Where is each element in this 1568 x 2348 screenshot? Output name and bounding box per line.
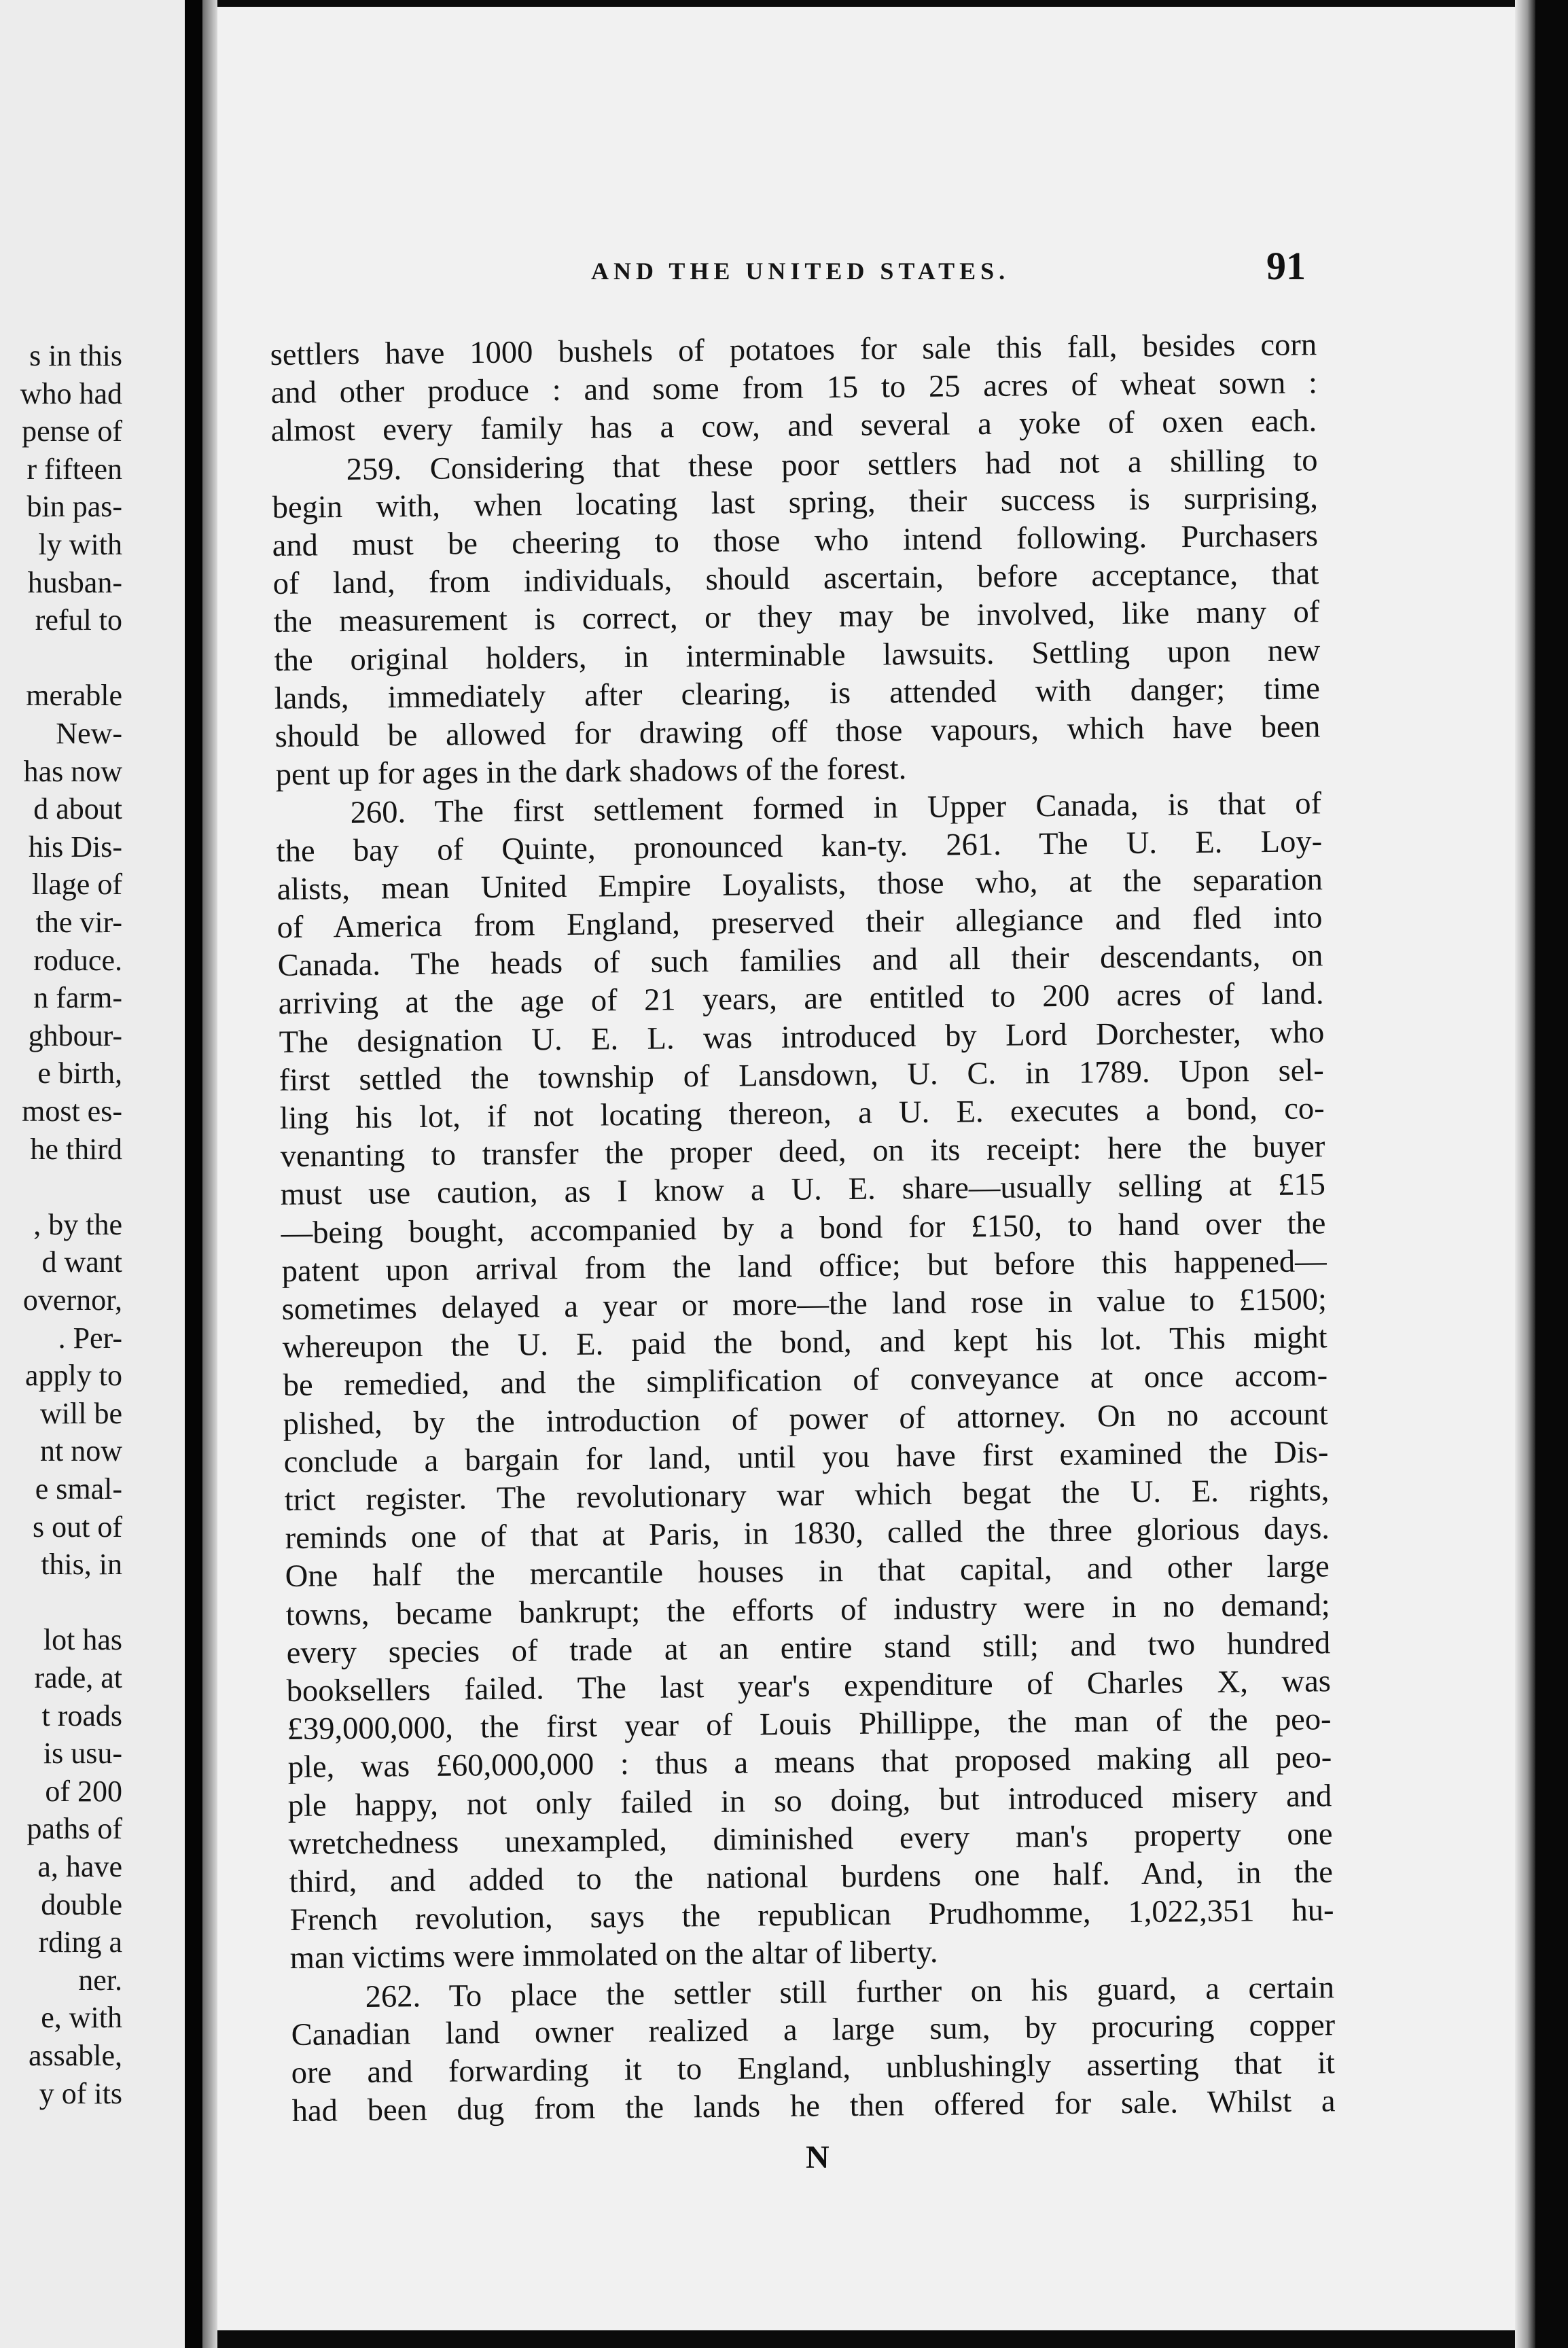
left-page-line: d want	[41, 1245, 122, 1279]
left-page-line: e, with	[41, 2001, 122, 2035]
left-page-line: the vir-	[35, 906, 122, 939]
body-text-line: 262. To place the settler still further on his guard, a certain	[365, 1970, 1335, 2014]
left-page-line: who had	[20, 376, 122, 410]
body-text-line: French revolution, says the republican Prudhomme, 1,022,351 hu-	[289, 1893, 1334, 1938]
body-text-line: should be allowed for drawing off those vapours, which have been	[274, 709, 1321, 754]
body-text-line: almost every family has a cow, and several a yoke of oxen each.	[270, 404, 1317, 449]
left-page-line: New-	[56, 717, 122, 750]
left-page-line: a, have	[37, 1850, 122, 1883]
left-page-line: has now	[23, 754, 122, 788]
left-page-fragment	[0, 0, 185, 2348]
left-page-line: t roads	[41, 1698, 122, 1732]
left-page-line: e smal-	[35, 1472, 122, 1506]
body-text-line: alists, mean United Empire Loyalists, those who, at the separation	[277, 862, 1323, 907]
left-page-line: merable	[26, 679, 122, 713]
body-text-line: plished, by the introduction of power of attorney. On no account	[283, 1396, 1329, 1442]
left-page-line: will be	[40, 1396, 122, 1430]
left-page-line: apply to	[25, 1359, 122, 1393]
scan-background	[1535, 0, 1568, 2348]
left-page-line: overnor,	[22, 1283, 122, 1317]
left-page-line: he third	[30, 1132, 122, 1166]
body-text-line: and other produce : and some from 15 to 25 acres of wheat sown :	[270, 366, 1317, 411]
body-text-line: pent up for ages in the dark shadows of the forest.	[275, 751, 907, 793]
body-text-line: towns, became bankrupt; the efforts of industry were in no demand;	[285, 1587, 1330, 1633]
left-page-line: pense of	[22, 414, 122, 448]
body-text-line: begin with, when locating last spring, their success is surprising,	[272, 480, 1318, 525]
body-text-line: sometimes delayed a year or more—the land rose in value to £1500;	[281, 1282, 1328, 1327]
left-page-line: husban-	[27, 565, 122, 599]
body-text-line: whereupon the U. E. paid the bond, and kept his lot. This might	[282, 1320, 1328, 1366]
left-page-line: most es-	[22, 1095, 122, 1128]
gutter-shadow	[202, 0, 217, 2348]
body-text-line: lands, immediately after clearing, is attended with danger; time	[274, 671, 1321, 716]
left-page-line: ly with	[38, 528, 122, 561]
left-page-line: e birth,	[37, 1056, 122, 1090]
body-text-line: conclude a bargain for land, until you have first examined the Dis-	[283, 1435, 1329, 1480]
book-gutter	[185, 0, 202, 2348]
body-text-line: of land, from individuals, should ascertain, before acceptance, that	[272, 556, 1319, 602]
left-page-line: his Dis-	[28, 830, 122, 864]
body-text-line: be remedied, and the simplification of conveyance at once accom-	[283, 1358, 1328, 1404]
body-text-line: —being bought, accompanied by a bond for £150, to hand over the	[281, 1205, 1326, 1251]
signature-mark: N	[806, 2139, 830, 2175]
body-text-line: 259. Considering that these poor settlers had not a shilling to	[346, 442, 1318, 487]
left-page-line: lot has	[43, 1623, 122, 1657]
body-text-line: third, and added to the national burdens one half. And, in the	[289, 1855, 1333, 1900]
left-page-line: ner.	[78, 1963, 122, 1997]
body-text-line: and must be cheering to those who intend following. Purchasers	[272, 518, 1319, 563]
body-text-line: reminds one of that at Paris, in 1830, called the three glorious days.	[285, 1511, 1330, 1557]
left-page-line: s in this	[29, 339, 122, 372]
body-text-line: ple, was £60,000,000 : thus a means that proposed making all peo-	[287, 1740, 1332, 1785]
left-page-line: reful to	[35, 603, 122, 637]
left-page-line: ghbour-	[28, 1018, 122, 1052]
left-page-line: d about	[33, 792, 122, 826]
body-text-line: Canadian land owner realized a large sum, by procuring copper	[291, 2008, 1335, 2052]
body-text-line: settlers have 1000 bushels of potatoes for sale this fall, besides corn	[270, 327, 1317, 372]
left-page-line: y of its	[39, 2076, 122, 2110]
left-page-line: rding a	[38, 1925, 122, 1959]
body-text-line: had been dug from the lands he then offered for sale. Whilst a	[291, 2084, 1336, 2129]
body-text-line: booksellers failed. The last year's expenditure of Charles X, was	[286, 1664, 1332, 1709]
body-text-line: the measurement is correct, or they may be involved, like many of	[273, 594, 1320, 640]
body-text-line: man victims were immolated on the altar of liberty.	[289, 1935, 939, 1976]
left-page-line: , by the	[33, 1207, 122, 1241]
body-text-line: £39,000,000, the first year of Louis Phillippe, the man of the peo-	[287, 1702, 1332, 1747]
left-page-line: r fifteen	[26, 452, 122, 486]
body-text-line: ling his lot, if not locating thereon, a U. E. executes a bond, co-	[279, 1091, 1325, 1136]
body-text-line: every species of trade at an entire stand still; and two hundred	[286, 1626, 1331, 1671]
left-page-line: llage of	[31, 868, 122, 902]
left-page-line: of 200	[45, 1774, 122, 1808]
page-edge	[1515, 0, 1535, 2348]
left-page-line: assable,	[28, 2039, 122, 2072]
body-text-line: of America from England, preserved their allegiance and fled into	[277, 900, 1323, 945]
body-text-line: One half the mercantile houses in that capital, and other large	[285, 1549, 1330, 1595]
running-head: AND THE UNITED STATES.	[591, 257, 1010, 285]
body-text-line: the bay of Quinte, pronounced kan-ty. 261. The U. E. Loy-	[276, 823, 1323, 869]
body-text-line: trict register. The revolutionary war which begat the U. E. rights,	[284, 1473, 1330, 1518]
left-page-line: bin pas-	[26, 490, 122, 524]
page-number: 91	[1266, 244, 1306, 288]
body-text-line: venanting to transfer the proper deed, on its receipt: here the buyer	[280, 1129, 1325, 1175]
body-text-line: wretchedness unexampled, diminished every man's property one	[288, 1817, 1333, 1862]
body-text-line: arriving at the age of 21 years, are entitled to 200 acres of land.	[278, 976, 1324, 1022]
left-page-line: this, in	[41, 1548, 122, 1582]
body-text-line: must use caution, as I know a U. E. share—usually selling at £15	[280, 1167, 1326, 1213]
body-text-line: first settled the township of Lansdown, U. C. in 1789. Upon sel-	[279, 1053, 1325, 1098]
body-text-line: patent upon arrival from the land office; but before this happened—	[281, 1244, 1327, 1289]
left-page-line: is usu-	[43, 1737, 122, 1771]
body-text-line: ore and forwarding it to England, unblushingly asserting that it	[291, 2046, 1336, 2091]
body-text-line: 260. The first settlement formed in Upper Canada, is that of	[350, 786, 1322, 831]
left-page-line: double	[41, 1887, 122, 1921]
body-text-line: Canada. The heads of such families and all their descendants, on	[277, 938, 1323, 984]
body-text-line: The designation U. E. L. was introduced by Lord Dorchester, who	[279, 1014, 1324, 1060]
left-page-line: paths of	[26, 1812, 122, 1846]
left-page-line: . Per-	[58, 1321, 122, 1355]
left-page-line: n farm-	[33, 981, 122, 1015]
left-page-line: s out of	[33, 1510, 122, 1544]
body-text-line: ple happy, not only failed in so doing, but introduced misery and	[287, 1778, 1332, 1824]
body-text-line: the original holders, in interminable lawsuits. Settling upon new	[274, 633, 1321, 678]
left-page-line: nt now	[40, 1434, 122, 1468]
left-page-line: rade, at	[34, 1661, 122, 1694]
left-page-line: roduce.	[33, 943, 122, 977]
